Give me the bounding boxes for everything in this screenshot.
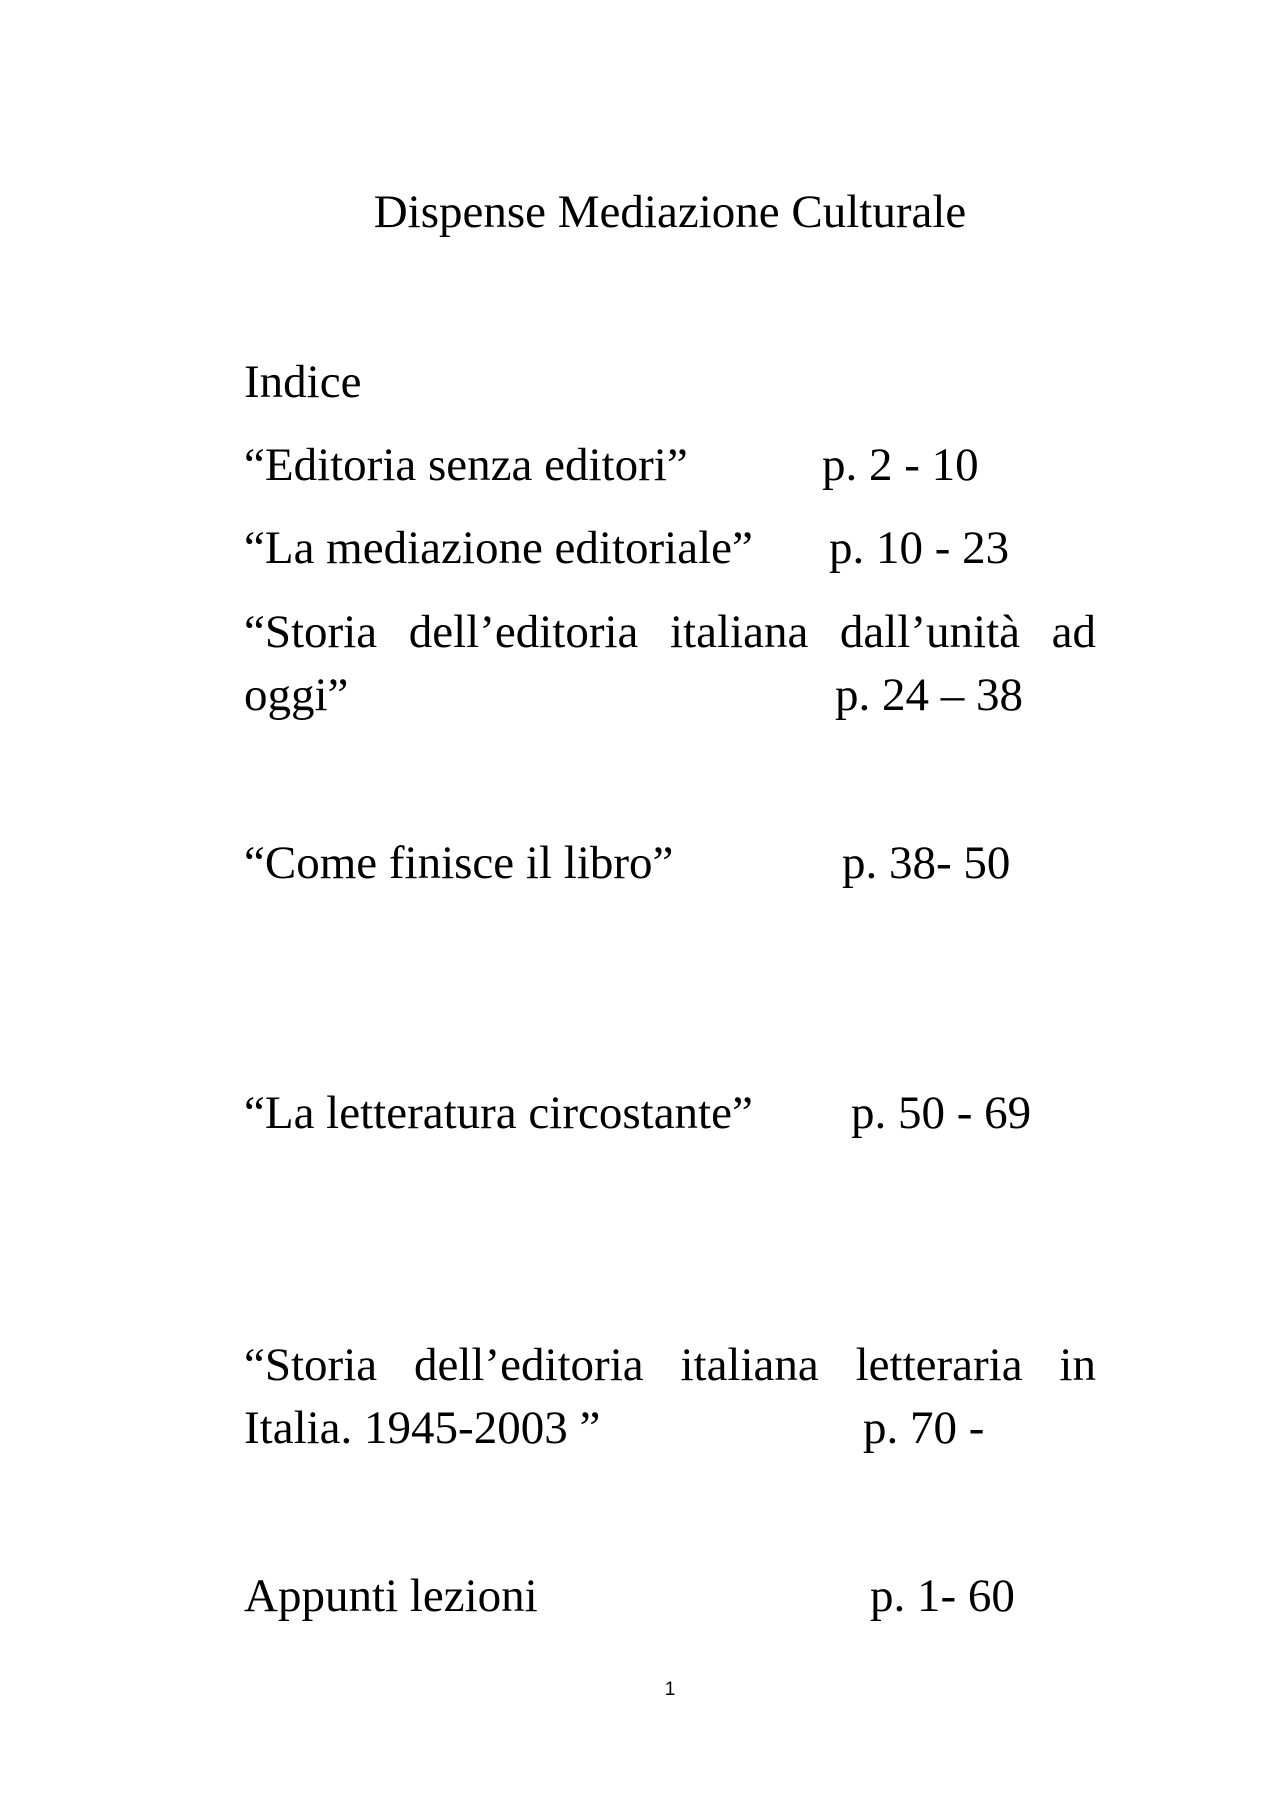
toc-entry-pages: p. 38- 50 [842, 837, 1011, 889]
page-number: 1 [664, 1679, 676, 1700]
toc-entry-pages: p. 50 - 69 [851, 1087, 1032, 1139]
toc-word: letteraria [855, 1339, 1023, 1391]
toc-entry-title-line2: oggi” [244, 669, 349, 721]
toc-entry-title: “La letteratura circostante” [244, 1087, 753, 1139]
toc-word: italiana [680, 1339, 819, 1391]
index-heading: Indice [244, 356, 362, 408]
toc-word: italiana [669, 606, 809, 658]
toc-word: “Storia [244, 606, 378, 658]
toc-entry-pages: p. 70 - [863, 1402, 985, 1454]
toc-word: in [1059, 1339, 1096, 1391]
toc-entry-pages: p. 1- 60 [870, 1570, 1015, 1622]
toc-word: dall’unità [839, 606, 1020, 658]
toc-entry-title-line1 [244, 602, 1096, 662]
toc-entry-title: Appunti lezioni [244, 1570, 538, 1622]
toc-entry-pages: p. 24 – 38 [835, 669, 1023, 721]
toc-word: dell’editoria [413, 1339, 644, 1391]
toc-entry-title-line1 [244, 1335, 1096, 1395]
toc-word: “Storia [244, 1339, 378, 1391]
toc-entry-pages: p. 2 - 10 [822, 439, 979, 491]
toc-entry-title: “Come finisce il libro” [244, 837, 674, 889]
toc-entry-title: “La mediazione editoriale” [244, 522, 753, 574]
toc-entry-title-line2: Italia. 1945-2003 ” [244, 1402, 601, 1454]
toc-entry-title: “Editoria senza editori” [244, 439, 688, 491]
toc-word: ad [1051, 606, 1096, 658]
toc-entry-pages: p. 10 - 23 [829, 522, 1010, 574]
toc-word: dell’editoria [408, 606, 639, 658]
document-title: Dispense Mediazione Culturale [373, 186, 967, 238]
